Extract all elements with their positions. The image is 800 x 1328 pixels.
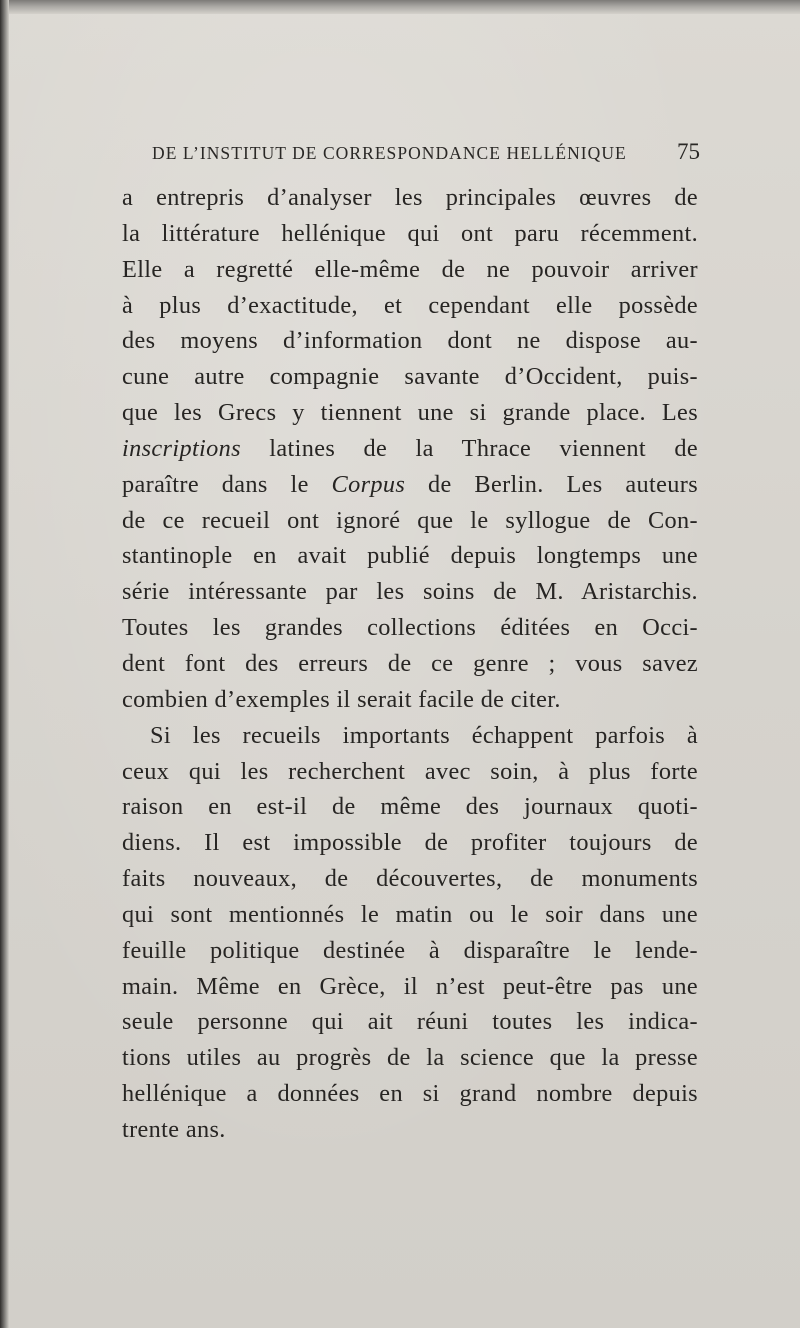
text-line: série intéressante par les soins de M. Aristarchis. [122, 578, 698, 606]
text-line: Toutes les grandes collections éditées en Occi- [122, 614, 698, 642]
text-line: main. Même en Grèce, il n’est peut-être pas une [122, 972, 698, 1000]
text-line: hellénique a données en si grand nombre depuis [122, 1080, 698, 1108]
text-line: que les Grecs y tiennent une si grande place. Les [122, 399, 698, 427]
text-line: stantinople en avait publié depuis longtemps une [122, 542, 698, 570]
text-line: qui sont mentionnés le matin ou le soir dans une [122, 900, 698, 928]
text-line: dent font des erreurs de ce genre ; vous savez [122, 649, 698, 677]
text-line: ceux qui les recherchent avec soin, à plus forte [122, 757, 698, 785]
page-number: 75 [677, 139, 700, 164]
text-line: a entrepris d’analyser les principales œuvres de [122, 184, 698, 211]
running-head-title: DE L’INSTITUT DE CORRESPONDANCE HELLÉNIQUE [152, 143, 627, 163]
text-line: seule personne qui ait réuni toutes les indica- [122, 1008, 698, 1036]
text-line: Si les recueils importants échappent parfois à [150, 721, 698, 749]
italic-phrase: inscriptions [122, 434, 241, 462]
page-top-edge [0, 0, 800, 14]
text-line: des moyens d’information dont ne dispose au- [122, 327, 698, 355]
text-line: trente ans. [122, 1115, 226, 1143]
line-text: paraître dans le [122, 470, 332, 498]
text-line: de ce recueil ont ignoré que le syllogue de Con- [122, 506, 698, 534]
text-line: cune autre compagnie savante d’Occident, puis- [122, 363, 698, 391]
text-line: à plus d’exactitude, et cependant elle possède [122, 291, 698, 319]
text-line: tions utiles au progrès de la science que la presse [122, 1044, 698, 1072]
line-text: latines de la Thrace viennent de [240, 434, 698, 462]
text-line [122, 467, 698, 503]
text-line: raison en est-il de même des journaux quoti- [122, 793, 698, 821]
italic-title: Corpus [331, 470, 406, 498]
text-line: feuille politique destinée à disparaître le lende- [122, 936, 698, 964]
text-line: combien d’exemples il serait facile de citer. [122, 685, 561, 713]
text-line [122, 431, 698, 467]
text-line: diens. Il est impossible de profiter toujours de [122, 829, 698, 857]
text-line: faits nouveaux, de découvertes, de monuments [122, 865, 698, 893]
text-line: la littérature hellénique qui ont paru récemment. [122, 219, 698, 247]
body-text [122, 180, 698, 1148]
line-text: de Berlin. Les auteurs [405, 470, 698, 498]
text-line: Elle a regretté elle-même de ne pouvoir arriver [122, 255, 698, 283]
page-binding-edge [0, 0, 9, 1328]
running-head [152, 139, 700, 169]
